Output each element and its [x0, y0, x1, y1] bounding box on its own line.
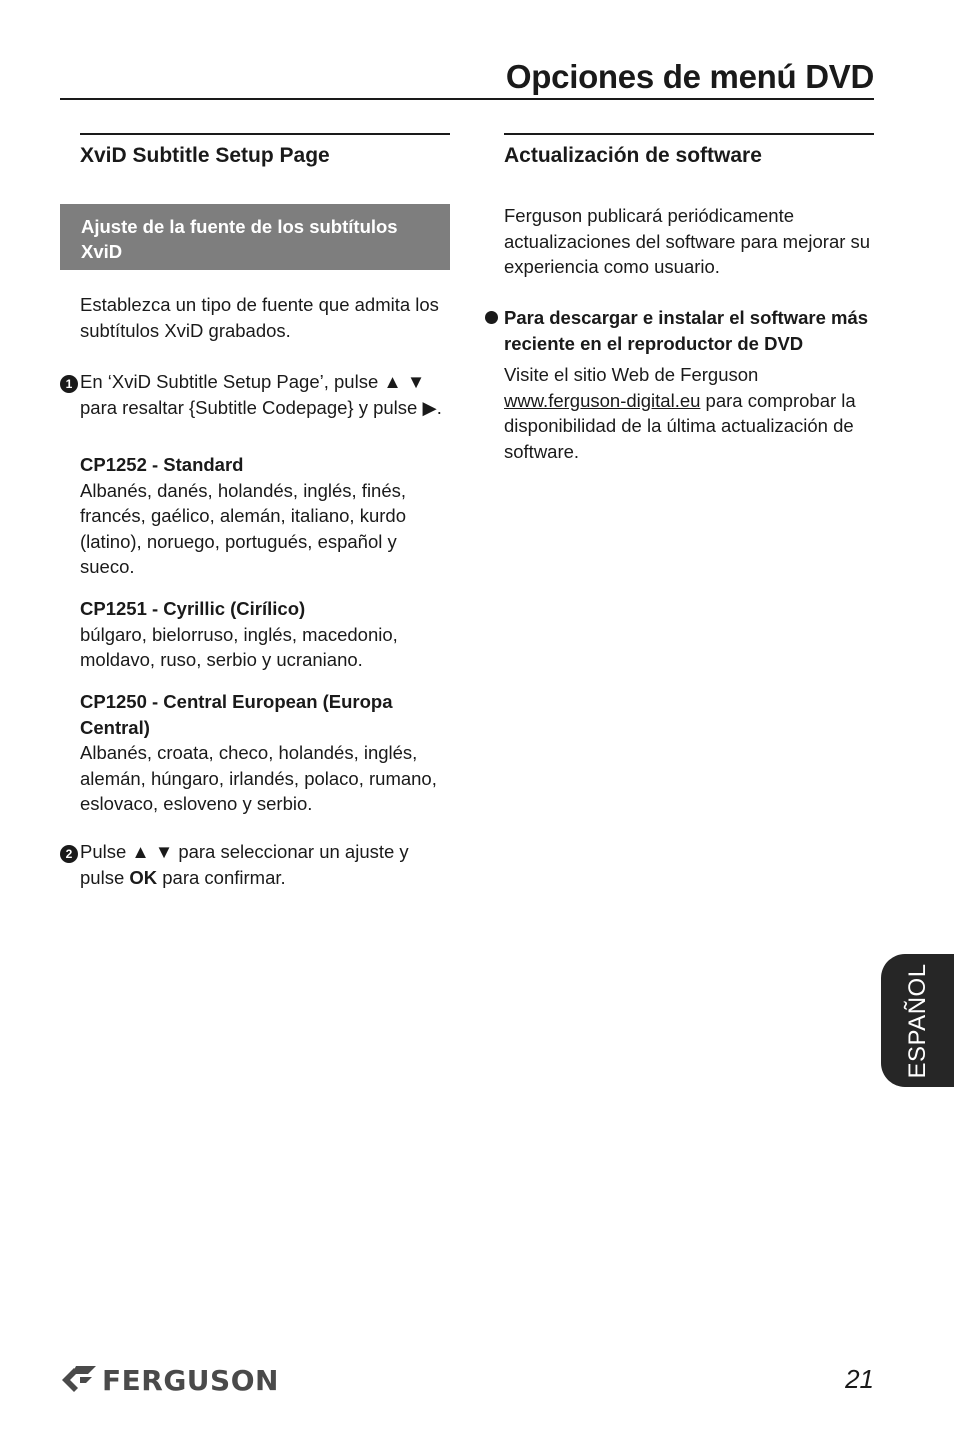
ferguson-logo-icon: [62, 1366, 96, 1394]
codepage-cp1250-desc: Albanés, croata, checo, holandés, inglés, alemán, húngaro, irlandés, polaco, rumano, eslovaco, esloveno y serbio.: [80, 742, 437, 814]
codepage-cp1252-desc: Albanés, danés, holandés, inglés, finés, francés, gaélico, alemán, italiano, kurdo (latino), noruego, portugués, español y sueco.: [80, 479, 407, 577]
codepage-cp1252-name: CP1252 - Standard: [80, 454, 244, 475]
step-2-text-a: Pulse ▲ ▼ para seleccionar un ajuste y pulse: [80, 841, 409, 888]
ferguson-logo-text: FERGUSON: [102, 1363, 279, 1397]
step-1-text: En ‘XviD Subtitle Setup Page’, pulse ▲ ▼ para resaltar {Subtitle Codepage} y pulse ▶.: [80, 371, 442, 418]
language-tab: [881, 954, 954, 1087]
codepage-cp1251-desc: búlgaro, bielorruso, inglés, macedonio, moldavo, ruso, serbio y ucraniano.: [80, 623, 398, 670]
step-2-number-icon: 2: [60, 845, 78, 863]
codepage-cp1251-name: CP1251 - Cyrillic (Cirílico): [80, 598, 306, 619]
codepage-cp1250: [80, 689, 440, 817]
download-instructions-title: Para descargar e instalar el software más reciente en el reproductor de DVD: [504, 307, 869, 354]
language-tab-label: ESPAÑOL: [903, 962, 931, 1079]
visit-website-text: [504, 362, 874, 464]
right-column-rule: [504, 133, 874, 135]
step-1-number-icon: 1: [60, 375, 78, 393]
left-column-rule: [80, 133, 450, 135]
ferguson-logo: [62, 1364, 279, 1396]
codepage-cp1251: [80, 596, 440, 673]
visit-text-b: para comprobar la disponibilidad de la última actualización de software.: [504, 389, 856, 462]
title-rule: [60, 98, 874, 100]
step-2-text: [80, 839, 440, 890]
subtitle-font-box-title: Ajuste de la fuente de los subtítulos XviD: [81, 216, 398, 262]
codepage-cp1252: [80, 452, 440, 580]
codepage-cp1250-name: CP1250 - Central European (Europa Central): [80, 691, 393, 738]
bullet-icon: [485, 311, 498, 324]
page-number: 21: [845, 1364, 874, 1394]
software-section-heading: Actualización de software: [504, 144, 762, 167]
ferguson-website-link[interactable]: www.ferguson-digital.eu: [504, 389, 701, 411]
visit-text-a: Visite el sitio Web de Ferguson: [504, 364, 759, 385]
subtitle-font-box: [60, 204, 450, 270]
xvid-intro: Establezca un tipo de fuente que admita los subtítulos XviD grabados.: [80, 294, 439, 341]
step-2-text-b: para confirmar.: [157, 866, 286, 888]
step-2-ok: OK: [129, 866, 158, 888]
page-title: Opciones de menú DVD: [505, 58, 874, 95]
xvid-section-heading: XviD Subtitle Setup Page: [80, 144, 330, 167]
software-intro: Ferguson publicará periódicamente actualizaciones del software para mejorar su experiencia como usuario.: [504, 205, 871, 277]
